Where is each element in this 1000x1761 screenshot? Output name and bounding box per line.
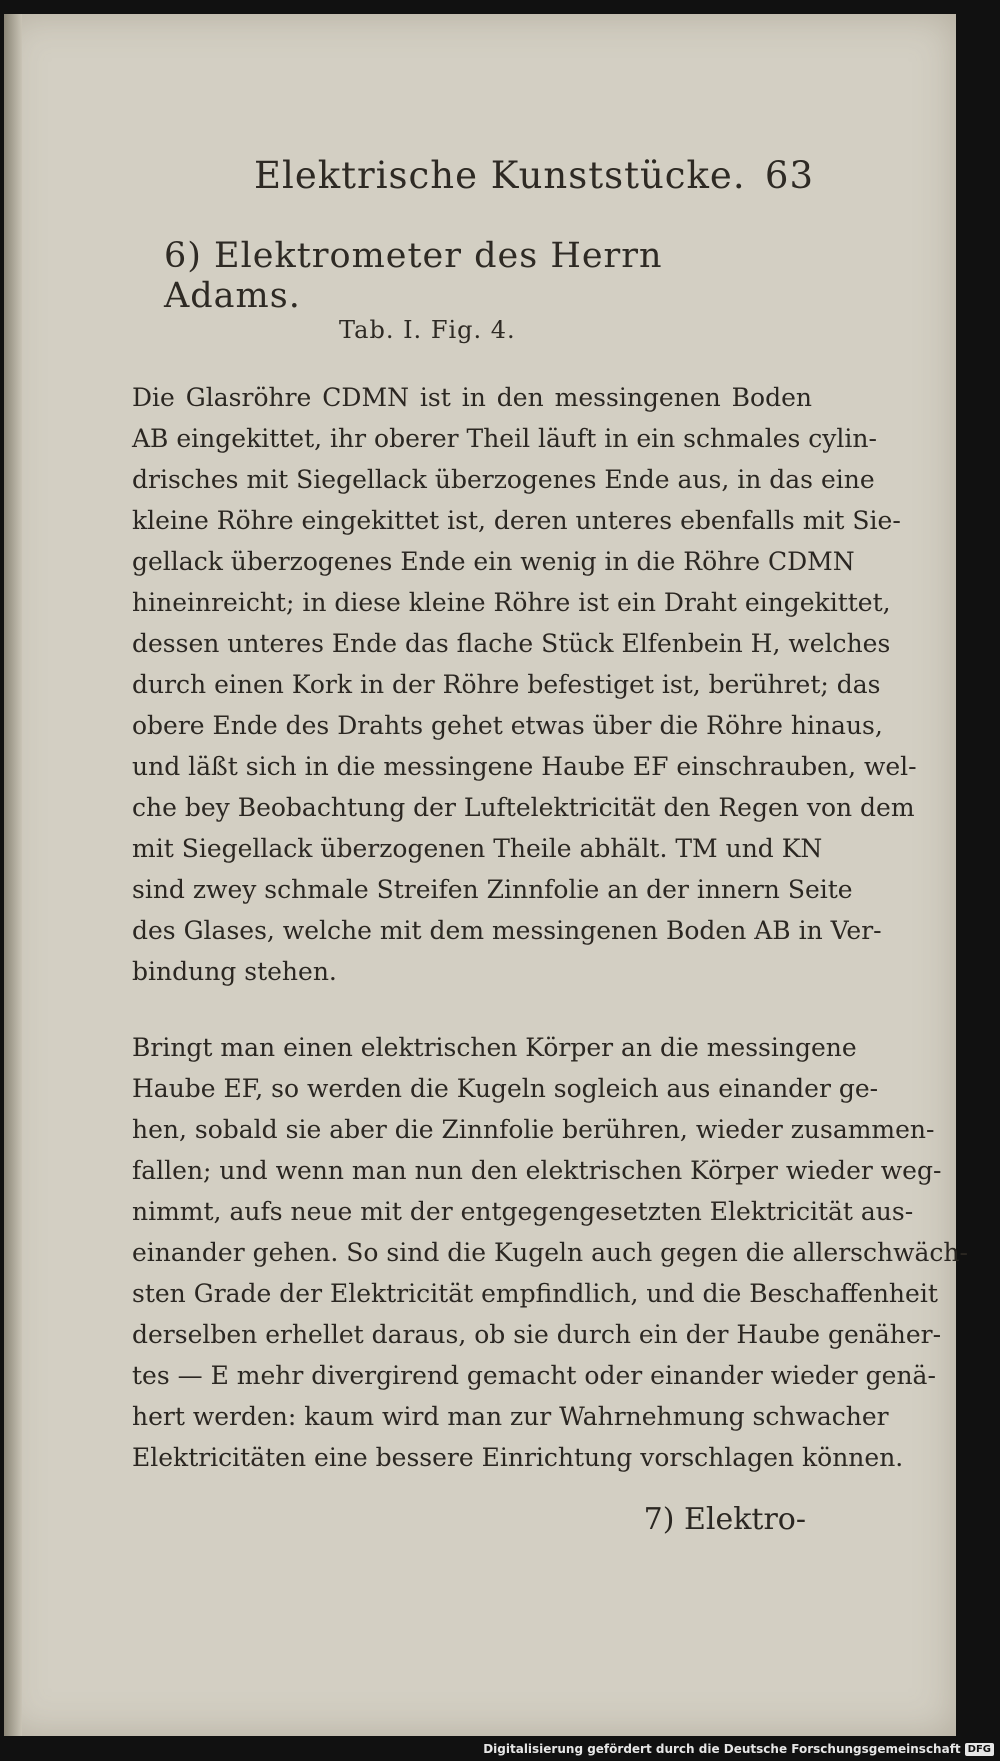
text-line: Bringt man einen elektrischen Körper an die messingene xyxy=(132,1033,857,1062)
text-line: obere Ende des Drahts gehet etwas über die Röhre hinaus, xyxy=(132,711,883,740)
text-line: AB eingekittet, ihr oberer Theil läuft in ein schmales cylin- xyxy=(132,424,877,453)
text-line: derselben erhellet daraus, ob sie durch ein der Haube genäher- xyxy=(132,1320,942,1349)
running-header xyxy=(254,154,814,197)
text-line: Die Glasröhre CDMN ist in den messingenen Boden xyxy=(132,383,812,412)
text-line: bindung stehen. xyxy=(132,957,337,986)
text-line: durch einen Kork in der Röhre befestiget ist, berühret; das xyxy=(132,670,881,699)
figure-reference: Tab. I. Fig. 4. xyxy=(339,316,516,344)
text-line: fallen; und wenn man nun den elektrischen Körper wieder weg- xyxy=(132,1156,942,1185)
text-line: mit Siegellack überzogenen Theile abhält. TM und KN xyxy=(132,834,823,863)
text-line: hert werden: kaum wird man zur Wahrnehmung schwacher xyxy=(132,1402,889,1431)
text-line: drisches mit Siegellack überzogenes Ende aus, in das eine xyxy=(132,465,875,494)
text-line: und läßt sich in die messingene Haube EF einschrauben, wel- xyxy=(132,752,917,781)
book-page xyxy=(4,14,968,1736)
text-line: Haube EF, so werden die Kugeln sogleich aus einander ge- xyxy=(132,1074,879,1103)
catchword: 7) Elektro- xyxy=(643,1502,806,1537)
paragraph-2 xyxy=(132,1027,968,1478)
text-line: sten Grade der Elektricität empfindlich, und die Beschaffenheit xyxy=(132,1279,938,1308)
text-line: che bey Beobachtung der Luftelektricität den Regen von dem xyxy=(132,793,915,822)
text-line: gellack überzogenes Ende ein wenig in die Röhre CDMN xyxy=(132,547,855,576)
dfg-logo: DFG xyxy=(965,1743,994,1756)
page-number: 63 xyxy=(764,154,814,197)
text-line: Elektricitäten eine bessere Einrichtung vorschlagen können. xyxy=(132,1443,904,1472)
text-line: hineinreicht; in diese kleine Röhre ist ein Draht eingekittet, xyxy=(132,588,891,617)
text-line: nimmt, aufs neue mit der entgegengesetzten Elektricität aus- xyxy=(132,1197,914,1226)
footer-credit: Digitalisierung gefördert durch die Deutsche Forschungsgemeinschaft xyxy=(483,1742,961,1756)
paragraph-1 xyxy=(132,377,917,992)
text-line: hen, sobald sie aber die Zinnfolie berühren, wieder zusammen- xyxy=(132,1115,935,1144)
text-line: sind zwey schmale Streifen Zinnfolie an der innern Seite xyxy=(132,875,853,904)
text-line: kleine Röhre eingekittet ist, deren unteres ebenfalls mit Sie- xyxy=(132,506,901,535)
text-line: einander gehen. So sind die Kugeln auch gegen die allerschwäch- xyxy=(132,1238,968,1267)
text-line: des Glases, welche mit dem messingenen Boden AB in Ver- xyxy=(132,916,882,945)
text-line: dessen unteres Ende das flache Stück Elfenbein H, welches xyxy=(132,629,891,658)
text-line: tes — E mehr divergirend gemacht oder einander wieder genä- xyxy=(132,1361,936,1390)
section-title: 6) Elektrometer des Herrn Adams. xyxy=(164,236,663,316)
page-spine-shadow xyxy=(4,14,22,1736)
running-title: Elektrische Kunststücke. xyxy=(254,154,746,197)
digitization-footer xyxy=(483,1742,994,1756)
